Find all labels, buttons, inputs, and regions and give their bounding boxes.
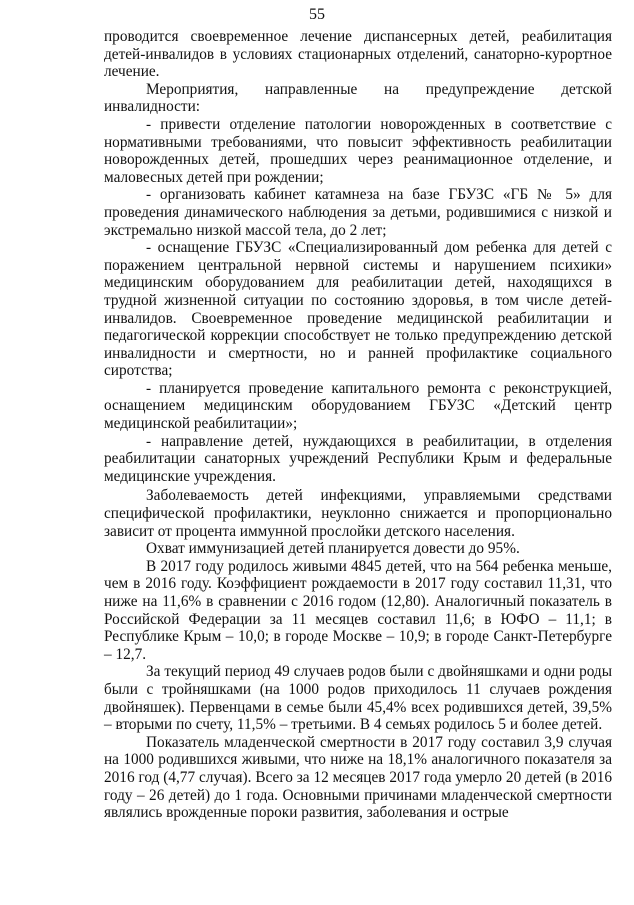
- paragraph-measures-heading: Мероприятия, направленные на предупреждение детской инвалидности:: [104, 80, 612, 116]
- paragraph-immunization-coverage: Охват иммунизацией детей планируется довести до 95%.: [146, 540, 520, 558]
- paragraph-catamnesis-office: - организовать кабинет катамнеза на базе ГБУЗС «ГБ № 5» для проведения динамического наблюдения за детьми, родившимися с низкой и экстремально низкой массой тела, до 2 лет;: [104, 186, 612, 239]
- document-body: [104, 28, 612, 822]
- page-number: 55: [309, 6, 325, 23]
- paragraph-neonatal-department: - привести отделение патологии новорожденных в соответствие с нормативными требованиями, что повысит эффективность реабилитации новорожденных детей, прошедших через реанимационное отделение, и маловесных детей при рождении;: [104, 115, 612, 186]
- paragraph-care-continuation: проводится своевременное лечение диспансерных детей, реабилитация детей-инвалидов в условиях стационарных отделений, санаторно-курортное лечение.: [104, 28, 612, 81]
- paragraph-childrens-home-equipment: - оснащение ГБУЗС «Специализированный дом ребенка для детей с поражением центральной нервной системы и нарушением психики» медицинским оборудованием для реабилитации детей, находящихся в трудной жизненной ситуации по состоянию здоровья, в том числе детей-инвалидов. Своевременное проведение медицинской реабилитации и педагогической коррекции способствует не только предупреждению детской инвалидности и смертности, но и ранней профилактике социального сиротства;: [104, 239, 612, 380]
- paragraph-rehabilitation-center-repair: - планируется проведение капитального ремонта с реконструкцией, оснащением медицинским оборудованием ГБУЗС «Детский центр медицинской реабилитации»;: [104, 379, 612, 433]
- paragraph-sanatorium-referral: - направление детей, нуждающихся в реабилитации, в отделения реабилитации санаторных учреждений Республики Крым и федеральные медицинские учреждения.: [104, 432, 612, 485]
- paragraph-infant-mortality: Показатель младенческой смертности в 2017 году составил 3,9 случая на 1000 родившихся живыми, что ниже на 18,1% аналогичного показателя за 2016 год (4,77 случая). Всего за 12 месяцев 2017 года умерло 20 детей (в 2016 году – 26 детей) до 1 года. Основными причинами младенческой смертности являлись врожденные пороки развития, заболевания и острые: [104, 733, 612, 822]
- paragraph-twins-births: За текущий период 49 случаев родов были с двойняшками и одни роды были с тройняшками (на 1000 родов приходилось 11 случаев рождения двойняшек). Первенцами в семье были 45,4% всех родившихся детей, 39,5% – вторыми по счету, 11,5% – третьими. В 4 семьях родилось 5 и более детей.: [104, 663, 612, 734]
- paragraph-infection-morbidity: Заболеваемость детей инфекциями, управляемыми средствами специфической профилактики, неуклонно снижается и пропорционально зависит от процента иммунной прослойки детского населения.: [104, 487, 612, 540]
- paragraph-birth-rate: В 2017 году родилось живыми 4845 детей, что на 564 ребенка меньше, чем в 2016 году. Коэффициент рождаемости в 2017 году составил 11,31, что ниже на 11,6% в сравнении с 2016 годом (12,80). Аналогичный показатель в Российской Федерации за 11 месяцев составил 11,6; в ЮФО – 11,1; в Республике Крым – 10,0; в городе Москве – 10,9; в городе Санкт-Петербурге – 12,7.: [104, 557, 612, 663]
